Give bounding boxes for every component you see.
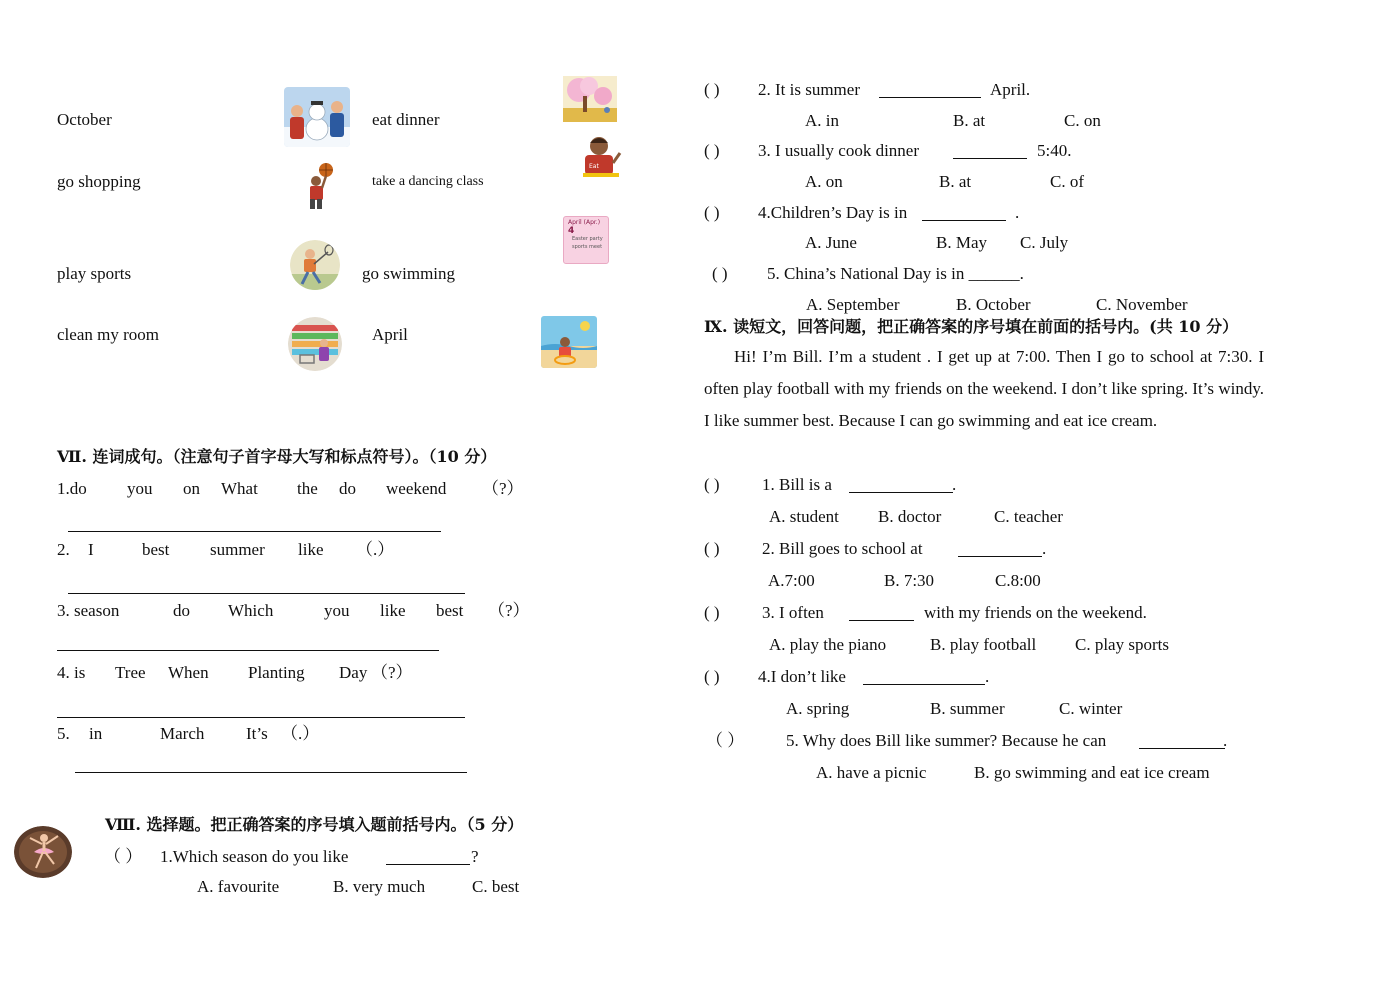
match-word-play-sports: play sports: [57, 264, 132, 283]
s9-q1-option-c[interactable]: C. teacher: [994, 507, 1063, 526]
eating-boy-icon: [577, 133, 625, 181]
s9-q3-end: with my friends on the weekend.: [924, 603, 1147, 622]
match-word-october: October: [57, 110, 112, 129]
s8-q2-end: April.: [990, 80, 1031, 99]
s9-q1-blank[interactable]: [849, 492, 953, 493]
s7-item-5-punct: （.）: [281, 724, 320, 743]
s9-q2-option-b[interactable]: B. 7:30: [884, 571, 935, 590]
s9-q3-option-c[interactable]: C. play sports: [1075, 635, 1169, 654]
calendar-title: April (Apr.): [568, 219, 601, 226]
s9-q1-paren[interactable]: ( ): [704, 475, 720, 494]
s7-item-4-punct: （?）: [371, 663, 413, 682]
s9-q3-paren[interactable]: ( ): [704, 603, 720, 622]
s9-q1-option-a[interactable]: A. student: [769, 507, 839, 526]
badminton-picture-icon: [290, 240, 340, 290]
s8-q2-text: 2. It is summer: [758, 80, 860, 99]
s7-item-4-num: 4. is: [57, 663, 86, 682]
s7-item-3-word: like: [380, 601, 406, 620]
s9-q4-option-b[interactable]: B. summer: [930, 699, 1005, 718]
s7-answer-line-2[interactable]: [68, 593, 465, 594]
s7-item-4-word: When: [168, 663, 209, 682]
s7-item-1-word: What: [221, 479, 258, 498]
s8-q1-option-b[interactable]: B. very much: [333, 877, 426, 896]
basketball-boy-icon: [300, 161, 340, 211]
calendar-line-1: Easter party: [572, 236, 603, 242]
s8-q2-option-c[interactable]: C. on: [1064, 111, 1101, 130]
s9-q4-option-a[interactable]: A. spring: [786, 699, 850, 718]
s7-answer-line-1[interactable]: [68, 531, 441, 532]
match-word-april: April: [372, 325, 408, 344]
s8-q4-text: 4.Children’s Day is in: [758, 203, 908, 222]
s8-q5-option-c[interactable]: C. November: [1096, 295, 1188, 314]
s9-q3-blank[interactable]: [849, 620, 914, 621]
s7-item-3-punct: （?）: [488, 601, 530, 620]
section-9-heading: Ⅸ. 读短文，回答问题，把正确答案的序号填在前面的括号内。(共 10 分）: [704, 317, 1239, 336]
s9-q5-end: .: [1223, 731, 1228, 750]
spring-tree-picture-icon: [563, 76, 617, 122]
s7-item-1-word: on: [183, 479, 200, 498]
s8-q3-text: 3. I usually cook dinner: [758, 141, 919, 160]
s7-item-5-word: March: [160, 724, 205, 743]
s9-q3-text: 3. I often: [762, 603, 824, 622]
s9-q3-option-b[interactable]: B. play football: [930, 635, 1037, 654]
s8-q3-option-c[interactable]: C. of: [1050, 172, 1084, 191]
s8-q5-text: 5. China’s National Day is in ______.: [767, 264, 1024, 283]
svg-text:Eat: Eat: [589, 163, 599, 170]
s8-q3-blank[interactable]: [953, 158, 1027, 159]
s8-q4-end: .: [1015, 203, 1020, 222]
s7-answer-line-4[interactable]: [57, 717, 465, 718]
s8-q5-option-b[interactable]: B. October: [956, 295, 1031, 314]
s9-q3-option-a[interactable]: A. play the piano: [769, 635, 887, 654]
s9-q5-option-b[interactable]: B. go swimming and eat ice cream: [974, 763, 1210, 782]
s8-q1-blank[interactable]: [386, 864, 470, 865]
s8-q2-option-b[interactable]: B. at: [953, 111, 986, 130]
s9-q2-text: 2. Bill goes to school at: [762, 539, 923, 558]
s7-item-1-punct: （?）: [482, 479, 524, 498]
s7-item-3-word: Which: [228, 601, 274, 620]
s7-item-5-word: It’s: [246, 724, 268, 743]
s9-q5-text: 5. Why does Bill like summer? Because he can: [786, 731, 1107, 750]
s8-q1-option-a[interactable]: A. favourite: [197, 877, 280, 896]
s9-q5-option-a[interactable]: A. have a picnic: [816, 763, 927, 782]
s8-q5-paren[interactable]: ( ): [712, 264, 728, 283]
s7-item-3-word: do: [173, 601, 190, 620]
match-word-go-swimming: go swimming: [362, 264, 456, 283]
s8-q2-blank[interactable]: [879, 97, 981, 98]
s8-q4-option-b[interactable]: B. May: [936, 233, 987, 252]
s9-q2-option-a[interactable]: A.7:00: [768, 571, 815, 590]
s8-q4-paren[interactable]: ( ): [704, 203, 720, 222]
s8-q1-option-c[interactable]: C. best: [472, 877, 520, 896]
beach-picture-icon: [541, 316, 597, 368]
match-word-clean-my-room: clean my room: [57, 325, 159, 344]
ballet-girl-icon: [14, 826, 72, 878]
s9-q4-end: .: [985, 667, 990, 686]
s7-item-2-num: 2.: [57, 540, 70, 559]
s7-item-2-word: summer: [210, 540, 265, 559]
s9-q2-option-c[interactable]: C.8:00: [995, 571, 1041, 590]
section-8-heading: Ⅷ. 选择题。把正确答案的序号填入题前括号内。（5 分）: [105, 815, 524, 834]
s7-item-3-num: 3. season: [57, 601, 120, 620]
s8-q4-option-a[interactable]: A. June: [805, 233, 857, 252]
s9-q4-blank[interactable]: [863, 684, 985, 685]
s9-q1-text: 1. Bill is a: [762, 475, 832, 494]
s7-item-5-word: in: [89, 724, 103, 743]
s8-q4-blank[interactable]: [922, 220, 1006, 221]
s7-item-3-word: you: [324, 601, 350, 620]
match-word-go-shopping: go shopping: [57, 172, 141, 191]
s9-q4-paren[interactable]: ( ): [704, 667, 720, 686]
s8-q1-paren[interactable]: （ ）: [104, 847, 143, 866]
s7-item-2-word: like: [298, 540, 324, 559]
s7-item-2-word: I: [88, 540, 94, 559]
s8-q5-option-a[interactable]: A. September: [806, 295, 900, 314]
s9-q1-end: .: [952, 475, 957, 494]
s9-q2-paren[interactable]: ( ): [704, 539, 720, 558]
s7-item-2-punct: （.）: [356, 540, 395, 559]
s9-q1-option-b[interactable]: B. doctor: [878, 507, 942, 526]
s9-q4-option-c[interactable]: C. winter: [1059, 699, 1123, 718]
s7-item-2-word: best: [142, 540, 170, 559]
supermarket-picture-icon: [288, 317, 342, 371]
s8-q3-option-b[interactable]: B. at: [939, 172, 972, 191]
s9-q2-blank[interactable]: [958, 556, 1042, 557]
s9-q4-text: 4.I don’t like: [758, 667, 846, 686]
s7-item-1-word: you: [127, 479, 153, 498]
s7-item-5-num: 5.: [57, 724, 70, 743]
s9-q2-end: .: [1042, 539, 1047, 558]
s7-item-1-word: weekend: [386, 479, 447, 498]
s7-item-1-word: the: [297, 479, 318, 498]
s7-item-4-word: Tree: [115, 663, 146, 682]
s7-answer-line-3[interactable]: [57, 650, 439, 651]
calendar-line-2: sports meet: [572, 244, 603, 250]
s7-answer-line-5[interactable]: [75, 772, 467, 773]
s7-item-3-word: best: [436, 601, 464, 620]
match-word-dancing-class: take a dancing class: [372, 174, 484, 189]
s7-item-1-num: 1.do: [57, 479, 87, 498]
s7-item-1-word: do: [339, 479, 356, 498]
s8-q3-paren[interactable]: ( ): [704, 141, 720, 160]
s8-q1-end: ?: [471, 847, 479, 866]
section-7-heading: Ⅶ. 连词成句。（注意句子首字母大写和标点符号）。（10 分）: [57, 447, 497, 466]
match-word-eat-dinner: eat dinner: [372, 110, 440, 129]
s7-item-4-word: Planting: [248, 663, 305, 682]
s8-q2-paren[interactable]: ( ): [704, 80, 720, 99]
s8-q3-end: 5:40.: [1037, 141, 1072, 160]
s7-item-4-word: Day: [339, 663, 368, 682]
s9-q5-paren[interactable]: （ ）: [706, 731, 745, 750]
s8-q3-option-a[interactable]: A. on: [805, 172, 843, 191]
s8-q1-text: 1.Which season do you like: [160, 847, 349, 866]
s8-q4-option-c[interactable]: C. July: [1020, 233, 1069, 252]
snowman-picture-icon: [284, 87, 350, 147]
reading-passage: Hi! I’m Bill. I’m a student . I get up at 7:00. Then I go to school at 7:30. I often play football with my friends on the weekend. I don’t like spring. It’s windy. I like summer best. Because I can go swimming and eat ice cream.: [704, 347, 1264, 430]
s9-q5-blank[interactable]: [1139, 748, 1225, 749]
april-calendar-card-icon: [563, 216, 609, 264]
calendar-day: 4: [568, 226, 575, 236]
s8-q2-option-a[interactable]: A. in: [805, 111, 839, 130]
